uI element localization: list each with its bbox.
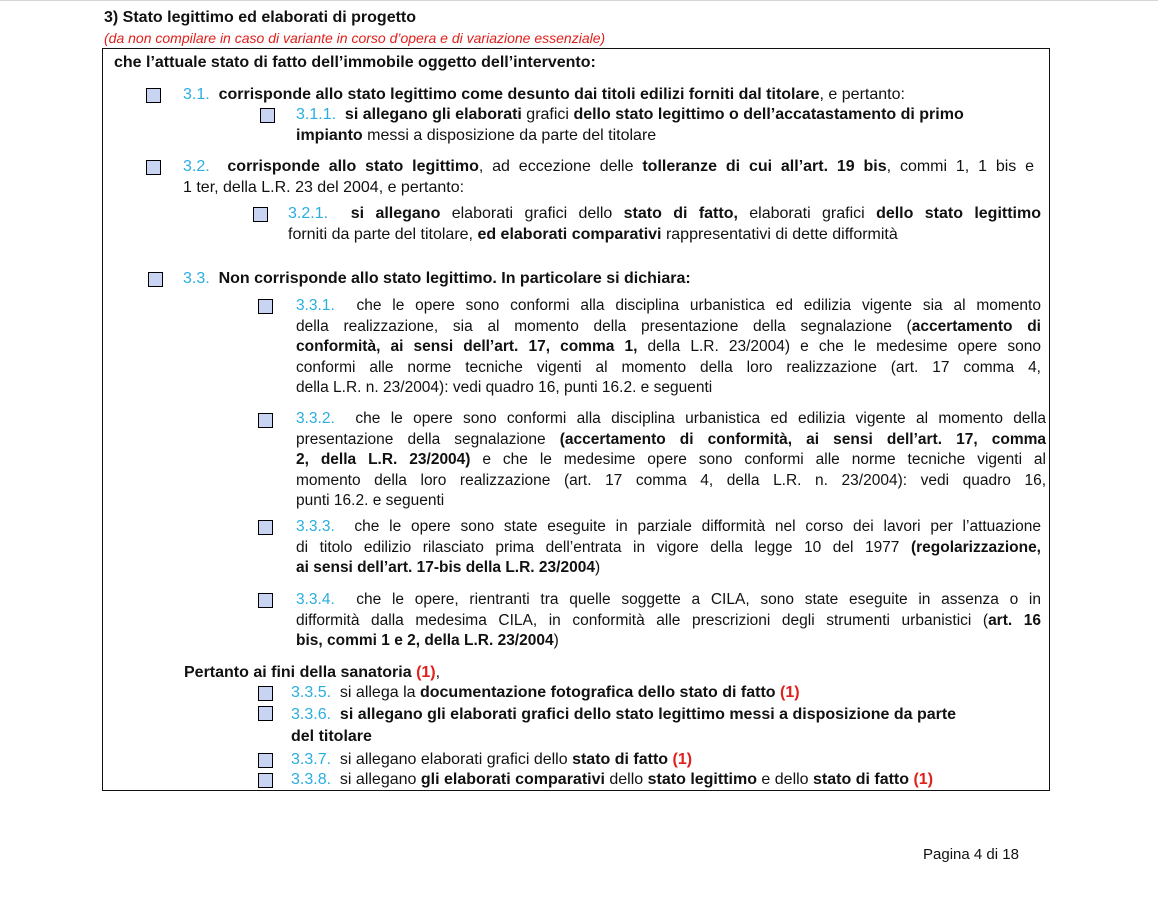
item-3-3-4-text: 3.3.4. che le opere, rientranti tra quelle soggette a CILA, sono state eseguite in assenza o in difformità dalla medesima CILA, in conformità alle prescrizioni degli strumenti urbanistici (art. 16 bis, commi 1 e 2, della L.R. 23/2004) (296, 591, 1041, 649)
checkbox-3-1[interactable] (146, 88, 161, 103)
item-3-2-1-text: 3.2.1. si allegano elaborati grafici dello stato di fatto, elaborati grafici dello stato legittimo forniti da parte del titolare, ed elaborati comparativi rappresentativi di dette difformità (288, 205, 1042, 243)
item-3-3-8-text: 3.3.8. si allegano gli elaborati comparativi dello stato legittimo e dello stato di fatto (1) (291, 771, 934, 788)
pertanto-text: Pertanto ai fini della sanatoria (1), (184, 664, 441, 681)
item-3-3-1-text: 3.3.1. che le opere sono conformi alla disciplina urbanistica ed edilizia vigente sia al momento della realizzazione, sia al momento della presentazione della segnalazione (accertamento di conformità, ai sensi dell’art. 17, comma 1, della L.R. 23/2004) e che le medesime opere sono conformi alle norme tecniche vigenti al momento della loro realizzazione (art. 17 comma 4, della L.R. n. 23/2004): vedi quadro 16, punti 16.2. e seguenti (296, 297, 1042, 396)
checkbox-3-3-6[interactable] (258, 706, 273, 721)
checkbox-3-3-8[interactable] (258, 773, 273, 788)
page-top-divider (0, 0, 1158, 1)
checkbox-3-3-7[interactable] (258, 753, 273, 768)
checkbox-3-1-1[interactable] (260, 108, 275, 123)
checkbox-3-2[interactable] (146, 160, 161, 175)
item-3-3-2-text: 3.3.2. che le opere sono conformi alla disciplina urbanistica ed edilizia vigente al momento della presentazione della segnalazione (accertamento di conformità, ai sensi dell’art. 17, comma 2, della L.R. 23/2004) e che le medesime opere sono conformi alle norme tecniche vigenti al momento della loro realizzazione (art. 17 comma 4, della L.R. n. 23/2004): vedi quadro 16, punti 16.2. e seguenti (296, 410, 1046, 509)
section-note: (da non compilare in caso di variante in corso d’opera e di variazione essenziale) (104, 30, 606, 46)
checkbox-3-3-2[interactable] (258, 413, 273, 428)
page-number: Pagina 4 di 18 (923, 846, 1019, 863)
item-3-3-6-text: 3.3.6. si allegano gli elaborati grafici dello stato legittimo messi a disposizione da parte del titolare (291, 706, 957, 745)
item-3-3-3-text: 3.3.3. che le opere sono state eseguite in parziale difformità nel corso dei lavori per l’attuazione di titolo edilizio rilasciato prima dell’entrata in vigore della legge 10 del 1977 (regolarizzazione, ai sensi dell’art. 17-bis della L.R. 23/2004) (296, 518, 1041, 576)
item-3-2-text: 3.2. corrisponde allo stato legittimo, ad eccezione delle tolleranze di cui all’art. 19 bis, commi 1, 1 bis e 1 ter, della L.R. 23 del 2004, e pertanto: (183, 158, 1035, 196)
intro-text: che l’attuale stato di fatto dell’immobile oggetto dell’intervento: (114, 54, 596, 71)
item-3-3-7-text: 3.3.7. si allegano elaborati grafici dello stato di fatto (1) (291, 751, 693, 768)
item-3-3-text: 3.3. Non corrisponde allo stato legittimo. In particolare si dichiara: (183, 270, 691, 287)
checkbox-3-3-3[interactable] (258, 520, 273, 535)
checkbox-3-3-1[interactable] (258, 299, 273, 314)
checkbox-3-3[interactable] (148, 272, 163, 287)
checkbox-3-3-4[interactable] (258, 593, 273, 608)
section-title: 3) Stato legittimo ed elaborati di progetto (104, 9, 417, 26)
checkbox-3-3-5[interactable] (258, 686, 273, 701)
checkbox-3-2-1[interactable] (253, 207, 268, 222)
item-3-3-5-text: 3.3.5. si allega la documentazione fotografica dello stato di fatto (1) (291, 684, 800, 701)
item-3-1-1-text: 3.1.1. si allegano gli elaborati grafici dello stato legittimo o dell’accatastamento di primo impianto messi a disposizione da parte del titolare (296, 106, 964, 144)
item-3-1-text: 3.1. corrisponde allo stato legittimo come desunto dai titoli edilizi forniti dal titolare, e pertanto: (183, 86, 905, 103)
